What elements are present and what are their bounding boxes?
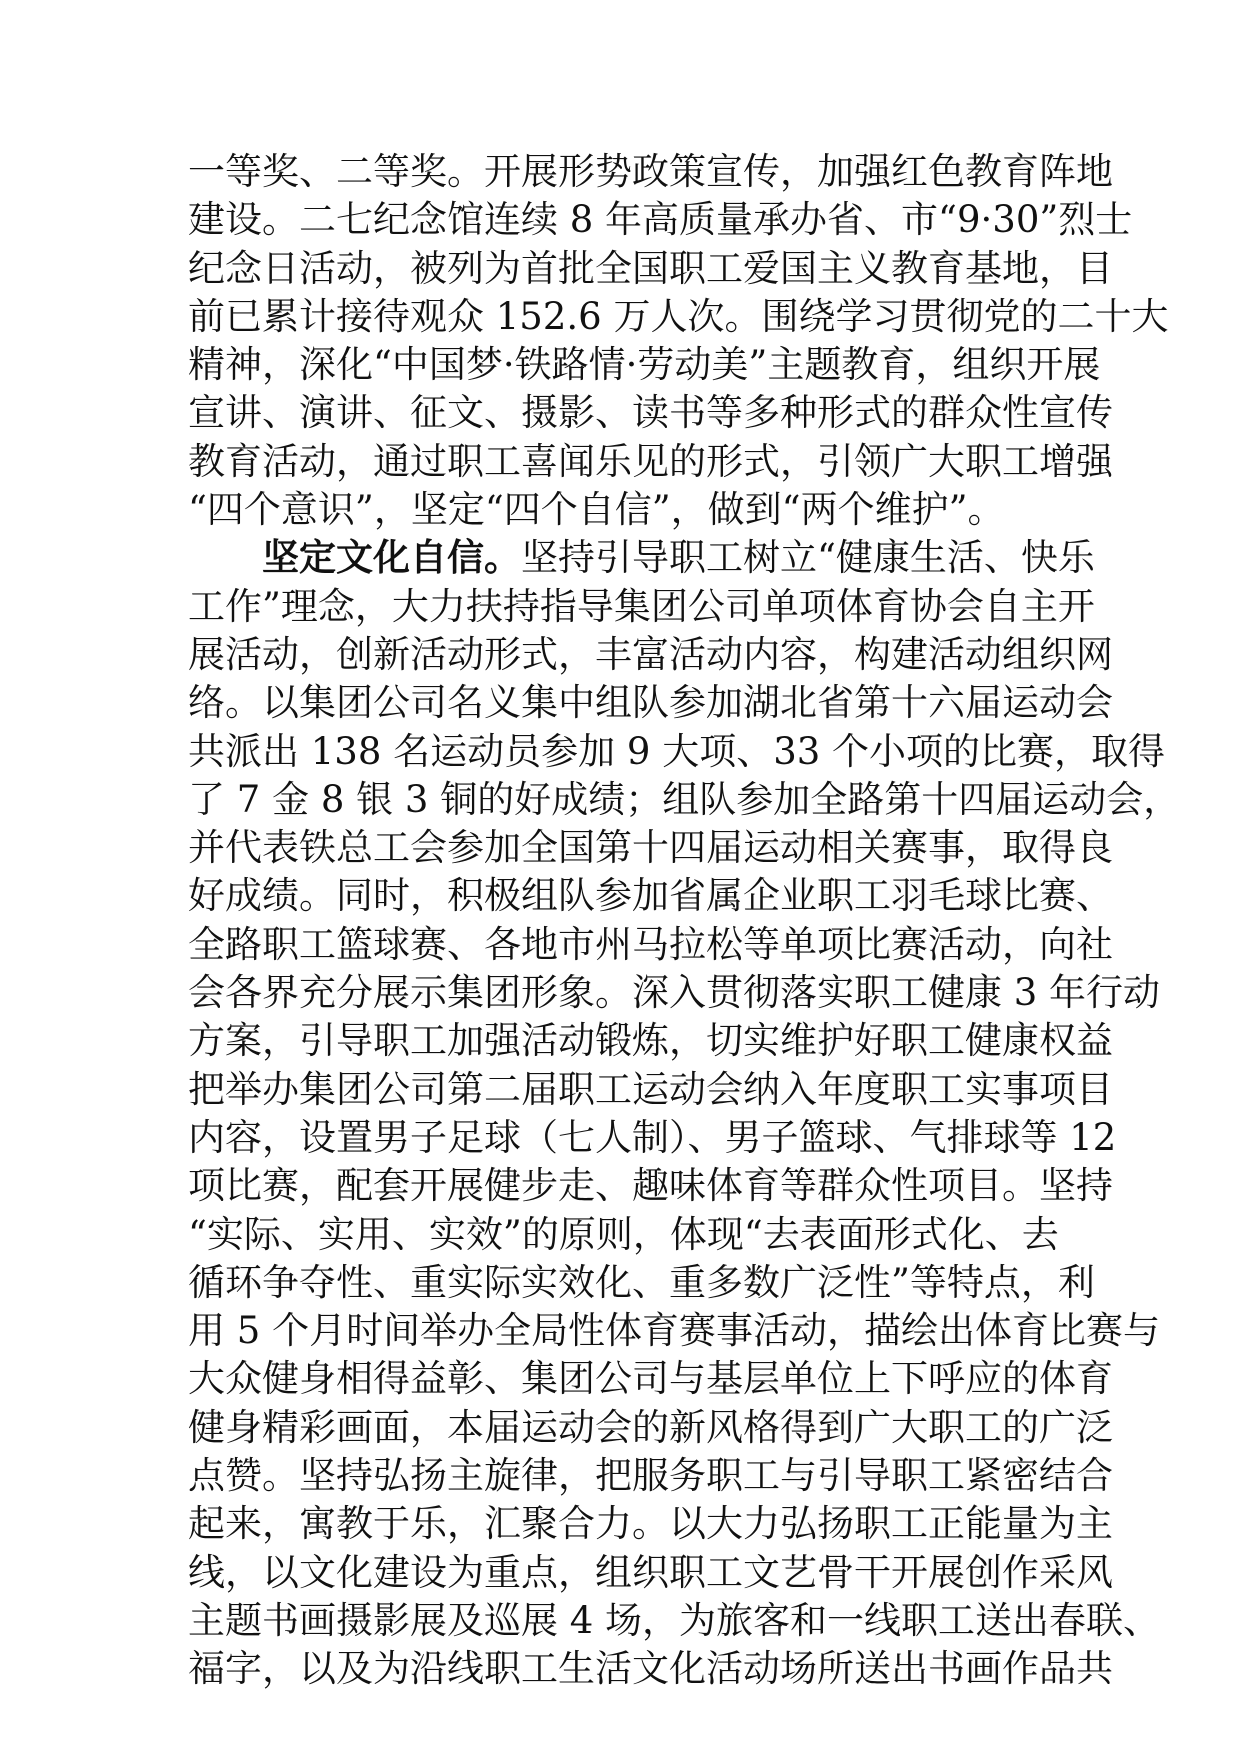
text-line: 前已累计接待观众 152.6 万人次。围绕学习贯彻党的二十大	[188, 294, 1169, 338]
text-line: 共派出 138 名运动员参加 9 大项、33 个小项的比赛，取得	[188, 729, 1166, 773]
text-line: 会各界充分展示集团形象。深入贯彻落实职工健康 3 年行动	[188, 971, 1161, 1015]
section-first-line-text: 坚持引导职工树立“健康生活、快乐	[521, 536, 1095, 580]
text-line: 点赞。坚持弘扬主旋律，把服务职工与引导职工紧密结合	[188, 1454, 1113, 1498]
text-line: 福字，以及为沿线职工生活文化活动场所送出书画作品共	[188, 1647, 1113, 1691]
text-line: 循环争夺性、重实际实效化、重多数广泛性”等特点，利	[188, 1260, 1095, 1304]
text-line: 起来，寓教于乐，汇聚合力。以大力弘扬职工正能量为主	[188, 1502, 1113, 1546]
text-line: “实际、实用、实效”的原则，体现“去表面形式化、去	[188, 1212, 1059, 1256]
text-line: 展活动，创新活动形式，丰富活动内容，构建活动组织网	[188, 632, 1113, 676]
text-line: 工作”理念，大力扶持指导集团公司单项体育协会自主开	[188, 584, 1095, 628]
text-line: 络。以集团公司名义集中组队参加湖北省第十六届运动会	[188, 681, 1113, 725]
text-line: 宣讲、演讲、征文、摄影、读书等多种形式的群众性宣传	[188, 391, 1113, 435]
text-line: 健身精彩画面，本届运动会的新风格得到广大职工的广泛	[188, 1405, 1113, 1449]
text-line: 好成绩。同时，积极组队参加省属企业职工羽毛球比赛、	[188, 874, 1113, 918]
text-line: 并代表铁总工会参加全国第十四届运动相关赛事，取得良	[188, 826, 1113, 870]
section-first-line	[188, 534, 1095, 582]
text-line: 方案，引导职工加强活动锻炼，切实维护好职工健康权益	[188, 1019, 1113, 1063]
text-line: 项比赛，配套开展健步走、趣味体育等群众性项目。坚持	[188, 1164, 1113, 1208]
text-line: 主题书画摄影展及巡展 4 场，为旅客和一线职工送出春联、	[188, 1598, 1161, 1642]
text-line: 纪念日活动，被列为首批全国职工爱国主义教育基地，目	[188, 246, 1113, 290]
text-line: 把举办集团公司第二届职工运动会纳入年度职工实事项目	[188, 1067, 1113, 1111]
text-line: 了 7 金 8 银 3 铜的好成绩；组队参加全路第十四届运动会，	[188, 777, 1181, 821]
text-line: 教育活动，通过职工喜闻乐见的形式，引领广大职工增强	[188, 439, 1113, 483]
text-line: 全路职工篮球赛、各地市州马拉松等单项比赛活动，向社	[188, 922, 1113, 966]
section-heading: 坚定文化自信。	[262, 536, 521, 580]
text-line: 建设。二七纪念馆连续 8 年高质量承办省、市“9·30”烈士	[188, 198, 1133, 242]
body-text	[188, 148, 1181, 1694]
text-line: 内容，设置男子足球（七人制）、男子篮球、气排球等 12	[188, 1115, 1117, 1159]
text-line: 用 5 个月时间举办全局性体育赛事活动，描绘出体育比赛与	[188, 1309, 1161, 1353]
text-line: 一等奖、二等奖。开展形势政策宣传，加强红色教育阵地	[188, 150, 1113, 193]
text-line: 线，以文化建设为重点，组织职工文艺骨干开展创作采风	[188, 1550, 1113, 1594]
text-line: “四个意识”，坚定“四个自信”，做到“两个维护”。	[188, 488, 1005, 532]
text-line: 大众健身相得益彰、集团公司与基层单位上下呼应的体育	[188, 1357, 1113, 1401]
text-line: 精神，深化“中国梦·铁路情·劳动美”主题教育，组织开展	[188, 343, 1101, 387]
